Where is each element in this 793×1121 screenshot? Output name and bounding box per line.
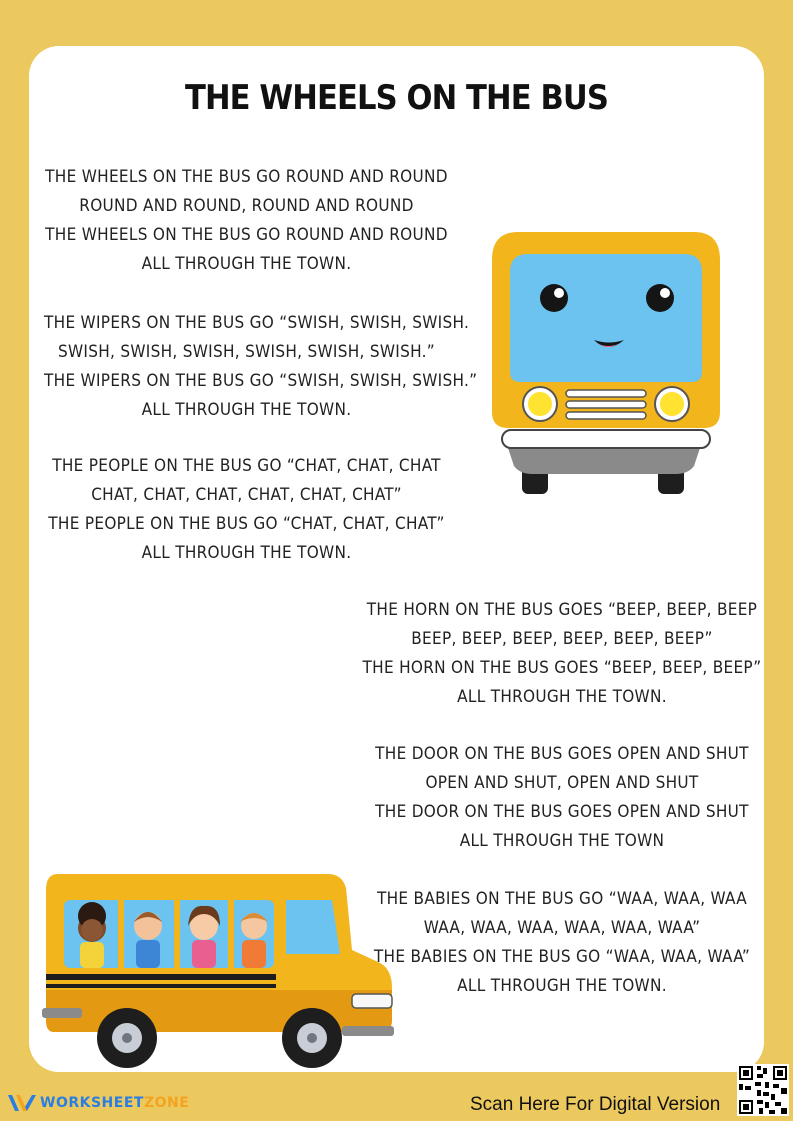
verse-line: ROUND AND ROUND, ROUND AND ROUND	[79, 196, 414, 216]
verse-line: THE WIPERS ON THE BUS GO “SWISH, SWISH, SWISH.	[44, 313, 470, 333]
cartoon-bus-front-icon	[488, 232, 724, 498]
verse-line: ALL THROUGH THE TOWN.	[141, 254, 352, 274]
verse-line: THE BABIES ON THE BUS GO “WAA, WAA, WAA	[376, 889, 748, 909]
verse-babies	[362, 885, 762, 1001]
verse-line: ALL THROUGH THE TOWN	[459, 831, 665, 851]
verse-line: ALL THROUGH THE TOWN.	[141, 400, 352, 420]
verse-line: BEEP, BEEP, BEEP, BEEP, BEEP, BEEP”	[411, 629, 713, 649]
logo-accent: ZONE	[143, 1095, 190, 1111]
verse-line: ALL THROUGH THE TOWN.	[457, 687, 667, 707]
verse-line: CHAT, CHAT, CHAT, CHAT, CHAT, CHAT”	[91, 485, 402, 505]
verse-people	[44, 452, 449, 568]
verse-line: THE WIPERS ON THE BUS GO “SWISH, SWISH, SWISH.”	[44, 371, 478, 391]
verse-line: THE DOOR ON THE BUS GOES OPEN AND SHUT	[375, 802, 749, 822]
verse-line: ALL THROUGH THE TOWN.	[457, 976, 667, 996]
verse-wheels	[44, 163, 449, 279]
verse-line: THE BABIES ON THE BUS GO “WAA, WAA, WAA”	[373, 947, 751, 967]
verse-line: THE DOOR ON THE BUS GOES OPEN AND SHUT	[375, 744, 749, 764]
verse-line: THE WHEELS ON THE BUS GO ROUND AND ROUND	[45, 225, 448, 245]
verse-line: ALL THROUGH THE TOWN.	[141, 543, 352, 563]
verse-door	[362, 740, 762, 856]
verse-line: WAA, WAA, WAA, WAA, WAA, WAA”	[423, 918, 701, 938]
worksheetzone-logo-icon	[6, 1092, 38, 1114]
scan-instruction: Scan Here For Digital Version	[470, 1094, 721, 1115]
verse-line: THE PEOPLE ON THE BUS GO “CHAT, CHAT, CHAT”	[48, 514, 445, 534]
worksheetzone-logo[interactable]	[6, 1091, 189, 1115]
qr-code-icon[interactable]	[737, 1064, 789, 1116]
verse-horn	[362, 596, 762, 712]
page-title: THE WHEELS ON THE BUS	[184, 78, 609, 118]
school-bus-with-kids-icon	[42, 870, 394, 1070]
verse-line: SWISH, SWISH, SWISH, SWISH, SWISH, SWISH.”	[58, 342, 435, 362]
verse-line: OPEN AND SHUT, OPEN AND SHUT	[425, 773, 699, 793]
verse-line: THE HORN ON THE BUS GOES “BEEP, BEEP, BEEP”	[362, 658, 762, 678]
logo-text	[40, 1095, 189, 1111]
kid-1	[78, 902, 106, 968]
logo-word: WORKSHEET	[40, 1095, 144, 1111]
verse-wipers	[44, 309, 478, 425]
verse-line: THE PEOPLE ON THE BUS GO “CHAT, CHAT, CHAT	[52, 456, 441, 476]
verse-line: THE HORN ON THE BUS GOES “BEEP, BEEP, BEEP	[366, 600, 758, 620]
verse-line: THE WHEELS ON THE BUS GO ROUND AND ROUND	[45, 167, 448, 187]
